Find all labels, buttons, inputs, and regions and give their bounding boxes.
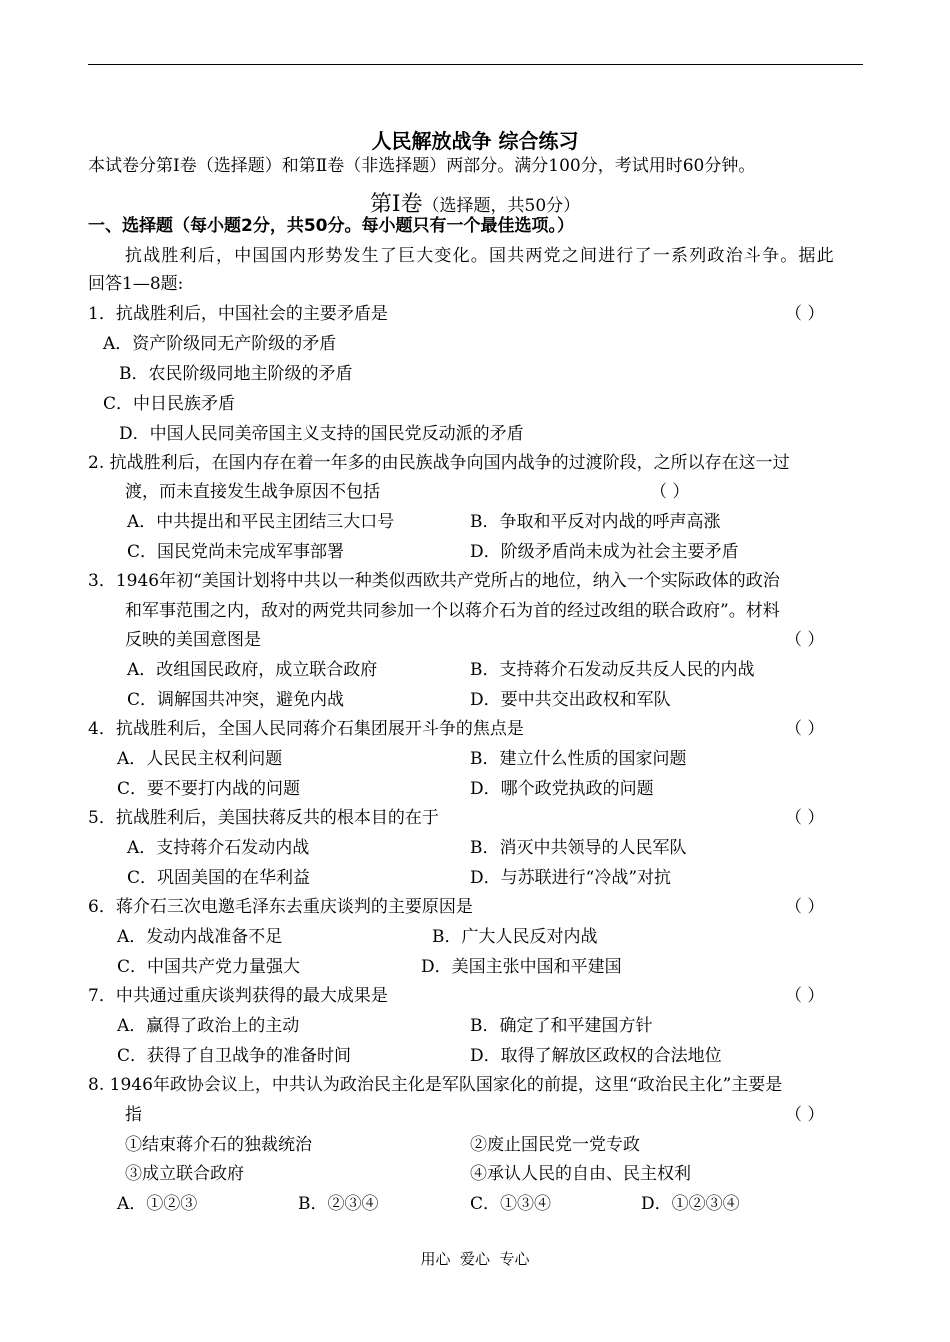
question-8-stem-line2: 指	[125, 1105, 142, 1125]
question-3-answer-blank: （ ）	[785, 630, 825, 650]
section-heading	[0, 187, 950, 218]
question-1-option-d: D．中国人民同美帝国主义支持的国民党反动派的矛盾	[119, 424, 524, 444]
part-heading: 一、选择题（每小题2分，共50分。每小题只有一个最佳选项。）	[88, 216, 574, 236]
question-8-item-3: ③成立联合政府	[125, 1164, 244, 1184]
header-rule	[88, 64, 863, 65]
question-2-stem-line2: 渡，而未直接发生战争原因不包括	[125, 482, 380, 502]
question-8-stem-line1: 8. 1946年政协会议上，中共认为政治民主化是军队国家化的前提，这里“政治民主化”主要是	[88, 1075, 783, 1095]
question-3-stem-line3: 反映的美国意图是	[125, 630, 261, 650]
question-6-option-c: C．中国共产党力量强大	[117, 957, 301, 977]
question-2-option-b: B．争取和平反对内战的呼声高涨	[470, 512, 721, 532]
question-8-answer-blank: （ ）	[785, 1105, 825, 1125]
question-3-stem-line2: 和军事范围之内，敌对的两党共同参加一个以蒋介石为首的经过改组的联合政府”。材料	[125, 601, 780, 621]
question-7-option-d: D．取得了解放区政权的合法地位	[470, 1046, 722, 1066]
question-5-option-d: D．与苏联进行“冷战”对抗	[470, 868, 672, 888]
question-8-option-c: C．①③④	[470, 1194, 552, 1214]
question-4-answer-blank: （ ）	[785, 719, 825, 739]
question-8-option-a: A．①②③	[117, 1194, 198, 1214]
question-6-option-d: D．美国主张中国和平建国	[421, 957, 622, 977]
question-3-option-c: C．调解国共冲突，避免内战	[127, 690, 345, 710]
question-4-stem: 4．抗战胜利后，全国人民同蒋介石集团展开斗争的焦点是	[88, 719, 524, 739]
question-3-option-d: D．要中共交出政权和军队	[470, 690, 671, 710]
question-3-stem-line1: 3．1946年初“美国计划将中共以一种类似西欧共产党所占的地位，纳入一个实际政体的政治	[88, 571, 780, 591]
section-heading-sub: （选择题，共50分）	[422, 196, 581, 216]
question-2-option-d: D．阶级矛盾尚未成为社会主要矛盾	[470, 542, 739, 562]
question-8-item-2: ②废止国民党一党专政	[470, 1135, 640, 1155]
question-6-stem: 6．蒋介石三次电邀毛泽东去重庆谈判的主要原因是	[88, 897, 473, 917]
question-8-item-4: ④承认人民的自由、民主权利	[470, 1164, 691, 1184]
lead-text-line2: 回答1—8题:	[88, 274, 184, 294]
question-4-option-a: A．人民民主权利问题	[117, 749, 283, 769]
question-4-option-d: D．哪个政党执政的问题	[470, 779, 654, 799]
question-5-option-a: A．支持蒋介石发动内战	[127, 838, 310, 858]
question-2-answer-blank: （ ）	[650, 482, 690, 502]
exam-intro: 本试卷分第Ⅰ卷（选择题）和第Ⅱ卷（非选择题）两部分。满分100分，考试用时60分钟。	[88, 156, 756, 176]
question-8-item-1: ①结束蒋介石的独裁统治	[125, 1135, 312, 1155]
question-1-answer-blank: （ ）	[785, 304, 825, 324]
question-5-answer-blank: （ ）	[785, 808, 825, 828]
question-7-stem: 7．中共通过重庆谈判获得的最大成果是	[88, 986, 388, 1006]
question-1-stem: 1．抗战胜利后，中国社会的主要矛盾是	[88, 304, 388, 324]
question-7-answer-blank: （ ）	[785, 986, 825, 1006]
question-4-option-c: C．要不要打内战的问题	[117, 779, 301, 799]
question-6-option-a: A．发动内战准备不足	[117, 927, 283, 947]
question-8-option-b: B．②③④	[298, 1194, 379, 1214]
question-4-option-b: B．建立什么性质的国家问题	[470, 749, 687, 769]
page-title: 人民解放战争 综合练习	[371, 129, 579, 153]
question-6-answer-blank: （ ）	[785, 897, 825, 917]
question-7-option-b: B．确定了和平建国方针	[470, 1016, 653, 1036]
question-2-stem-line1: 2. 抗战胜利后，在国内存在着一年多的由民族战争向国内战争的过渡阶段，之所以存在这一过	[88, 453, 790, 473]
question-1-option-c: C．中日民族矛盾	[103, 394, 236, 414]
question-1-option-a: A．资产阶级同无产阶级的矛盾	[103, 334, 337, 354]
question-5-option-c: C．巩固美国的在华利益	[127, 868, 311, 888]
question-7-option-c: C．获得了自卫战争的准备时间	[117, 1046, 352, 1066]
section-heading-main: 第Ⅰ卷	[369, 192, 423, 217]
question-1-option-b: B．农民阶级同地主阶级的矛盾	[119, 364, 353, 384]
question-6-option-b: B．广大人民反对内战	[432, 927, 598, 947]
lead-text-line1: 抗战胜利后，中国国内形势发生了巨大变化。国共两党之间进行了一系列政治斗争。据此	[125, 246, 835, 266]
question-5-option-b: B．消灭中共领导的人民军队	[470, 838, 687, 858]
question-8-option-d: D．①②③④	[641, 1194, 740, 1214]
question-7-option-a: A．赢得了政治上的主动	[117, 1016, 300, 1036]
question-5-stem: 5．抗战胜利后，美国扶蒋反共的根本目的在于	[88, 808, 439, 828]
question-3-option-b: B．支持蒋介石发动反共反人民的内战	[470, 660, 755, 680]
question-2-option-c: C．国民党尚未完成军事部署	[127, 542, 345, 562]
page-footer: 用心 爱心 专心	[420, 1250, 530, 1268]
question-2-option-a: A．中共提出和平民主团结三大口号	[127, 512, 395, 532]
question-3-option-a: A．改组国民政府，成立联合政府	[127, 660, 378, 680]
